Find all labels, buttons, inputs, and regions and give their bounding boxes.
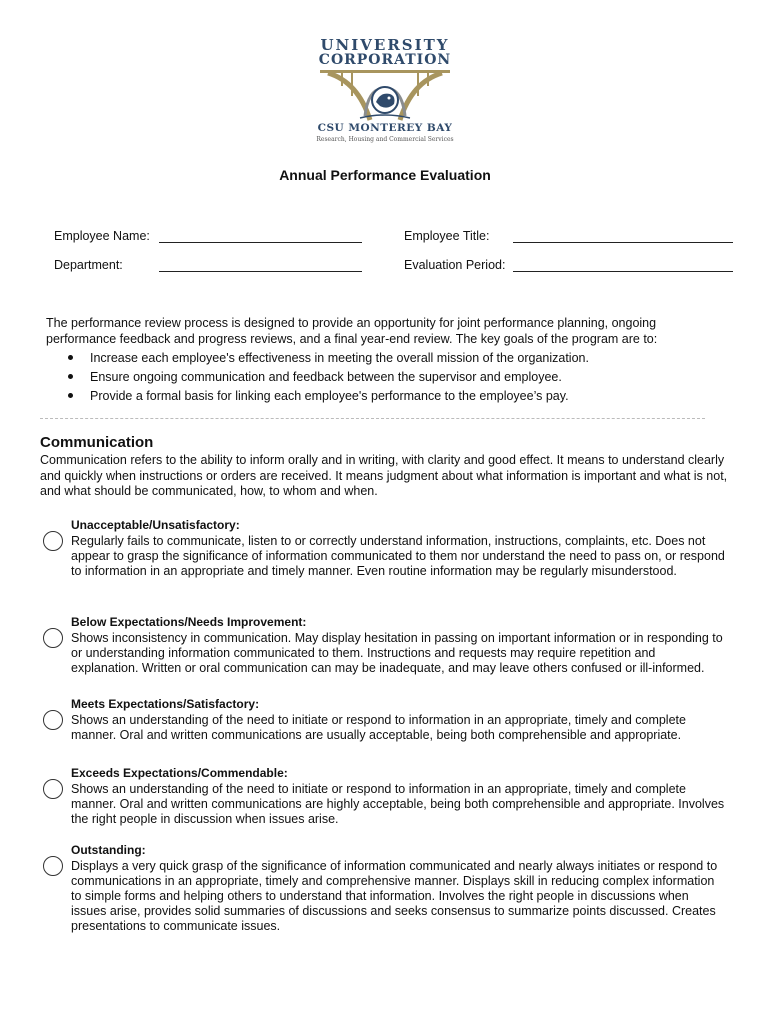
logo-line-1: UNIVERSITY <box>320 36 450 54</box>
bullet-icon <box>68 374 73 379</box>
intro-paragraph: The performance review process is designed to provide an opportunity for joint performance planning, ongoing performance feedback and progress reviews, and a final year-end review. The key goals of the program are to: <box>46 316 658 346</box>
logo-line-2: CORPORATION <box>318 52 452 68</box>
evaluation-period-field[interactable] <box>513 271 733 272</box>
goal-item <box>68 388 708 407</box>
rating-radio-outstanding[interactable] <box>43 856 63 876</box>
rating-title: Unacceptable/Unsatisfactory: <box>71 518 240 532</box>
rating-title: Exceeds Expectations/Commendable: <box>71 766 288 780</box>
organization-logo <box>300 36 470 148</box>
department-field[interactable] <box>159 271 362 272</box>
section-description: Communication refers to the ability to inform orally and in writing, with clarity and good effect. It means to understand clearly and quickly when instructions or orders are received. It means judgment about what information is important and what is not, and what should be communicated, how, to whom and when. <box>40 453 728 498</box>
goal-text: Increase each employee's effectiveness in meeting the overall mission of the organization. <box>90 351 589 365</box>
goal-item <box>68 350 708 369</box>
rating-radio-below-expectations[interactable] <box>43 628 63 648</box>
section-title: Communication <box>40 434 154 451</box>
rating-description: Shows inconsistency in communication. May display hesitation in passing on important information or in responding to or understanding information communicated to them. Instructions and requests may require repetition and explanation. Written or oral communication can may be inadequate, and may leave others confused or ill-informed. <box>71 631 723 675</box>
goal-text: Provide a formal basis for linking each employee's performance to the employee’s pay. <box>90 389 569 403</box>
evaluation-period-label: Evaluation Period: <box>404 258 506 272</box>
rating-description: Regularly fails to communicate, listen to or correctly understand information, instructions, complaints, etc. Does not appear to grasp the significance of information communicated to them nor understand the need to pass on, or respond to information in an appropriate and timely manner. Even routine information may be regularly misunderstood. <box>71 534 725 578</box>
bullet-icon <box>68 355 73 360</box>
rating-radio-meets-expectations[interactable] <box>43 710 63 730</box>
goal-text: Ensure ongoing communication and feedback between the supervisor and employee. <box>90 370 562 384</box>
rating-radio-exceeds-expectations[interactable] <box>43 779 63 799</box>
employee-name-field[interactable] <box>159 242 362 243</box>
logo-line-3: CSU MONTEREY BAY <box>317 122 453 134</box>
rating-title: Outstanding: <box>71 843 146 857</box>
employee-title-label: Employee Title: <box>404 229 490 243</box>
bullet-icon <box>68 393 73 398</box>
rating-description: Shows an understanding of the need to initiate or respond to information in an appropriate, timely and complete manner. Oral and written communications are highly acceptable, being both comprehensible and appropriate. Involves the right people in discussion when issues arise. <box>71 782 725 826</box>
section-divider <box>40 418 705 419</box>
rating-description: Shows an understanding of the need to initiate or respond to information in an appropriate, timely and complete manner. Oral and written communications are usually acceptable, being both comprehensible and appropriate. <box>71 713 686 742</box>
department-label: Department: <box>54 258 123 272</box>
rating-description: Displays a very quick grasp of the significance of information communicated and nearly always initiates or respond to communications in an appropriate, timely and comprehensive manner. Displays skill in reducing complex information to simple forms and helping others to understand that information. Involves the right people in discussions when issues arise, provides solid summaries of discussions and seeks consensus to summarize points discussed. Creates presentations to communicate issues. <box>71 859 718 933</box>
employee-name-label: Employee Name: <box>54 229 150 243</box>
document-title: Annual Performance Evaluation <box>279 167 491 183</box>
rating-title: Meets Expectations/Satisfactory: <box>71 697 260 711</box>
bridge-otter-emblem-icon <box>320 68 450 122</box>
goals-list <box>68 350 708 407</box>
goal-item <box>68 369 708 388</box>
employee-title-field[interactable] <box>513 242 733 243</box>
logo-line-4: Research, Housing and Commercial Services <box>316 136 454 143</box>
rating-title: Below Expectations/Needs Improvement: <box>71 615 307 629</box>
rating-radio-unacceptable[interactable] <box>43 531 63 551</box>
